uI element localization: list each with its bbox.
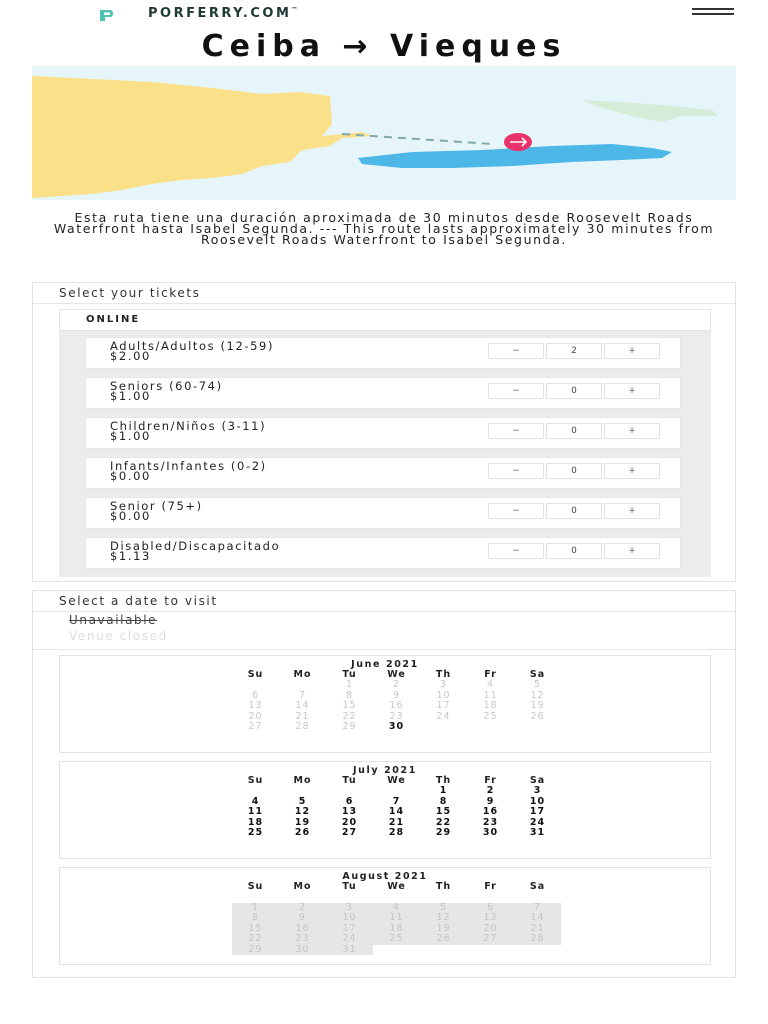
calendar-day[interactable]: 18 [247, 816, 264, 828]
calendar-month [59, 867, 711, 965]
calendar-day: 21 [295, 710, 310, 722]
calendar-day: 22 [232, 934, 279, 945]
quantity-stepper [488, 503, 660, 519]
quantity-input[interactable] [546, 463, 602, 479]
weekday-header: Fr [484, 881, 497, 892]
increment-button[interactable]: + [604, 343, 660, 359]
calendar-day[interactable]: 3 [533, 785, 542, 796]
weekday-header: Sa [529, 881, 546, 892]
brand-logo[interactable] [98, 6, 297, 21]
ticket-price: $0.00 [110, 469, 151, 483]
weekday-header: We [387, 881, 406, 892]
unavailable-legend: Unavailable [69, 613, 158, 627]
calendar-day: 20 [248, 710, 263, 722]
calendar-day[interactable]: 20 [341, 816, 358, 828]
calendar-day[interactable]: 14 [388, 806, 405, 817]
calendar-day: 25 [483, 710, 498, 722]
weekday-header: Mo [293, 775, 312, 786]
calendar-day[interactable]: 17 [529, 806, 546, 817]
online-tickets-box [59, 309, 711, 577]
increment-button[interactable]: + [604, 503, 660, 519]
calendar-day: 5 [420, 903, 467, 914]
decrement-button[interactable]: − [488, 383, 544, 399]
calendar-day: 13 [248, 700, 263, 711]
date-panel [32, 590, 736, 978]
calendar-grid [232, 881, 561, 955]
calendar-day: 26 [420, 934, 467, 945]
hamburger-menu-icon[interactable] [692, 8, 734, 18]
calendar-grid [232, 669, 561, 733]
destination-marker-icon [504, 133, 532, 151]
calendar-day: 29 [342, 721, 357, 732]
calendar-day[interactable]: 22 [435, 816, 452, 828]
ticket-name: Infants/Infantes (0-2) [110, 459, 267, 473]
weekday-header: Th [435, 881, 452, 892]
site-header [0, 0, 768, 30]
ticket-name: Children/Niños (3-11) [110, 419, 267, 433]
ticket-row [85, 377, 681, 409]
calendar-day[interactable]: 5 [298, 795, 307, 807]
brand-name: PORFERRY.COM™ [148, 6, 298, 21]
calendar-day: 27 [467, 934, 514, 945]
calendar-day: 19 [420, 924, 467, 935]
quantity-stepper [488, 423, 660, 439]
weekday-header: Mo [293, 669, 312, 680]
calendar-empty-cell [373, 945, 420, 956]
calendar-empty-cell [420, 722, 467, 733]
weekday-header: Th [435, 669, 452, 680]
calendar-day[interactable]: 8 [439, 795, 448, 807]
decrement-button[interactable]: − [488, 503, 544, 519]
weekday-header: Su [247, 881, 264, 892]
calendar-day: 24 [326, 934, 373, 945]
ticket-price: $0.00 [110, 509, 151, 523]
quantity-input[interactable] [546, 423, 602, 439]
weekday-header: Fr [484, 775, 497, 786]
calendar-day: 18 [373, 924, 420, 935]
ticket-row [85, 457, 681, 489]
calendar-day: 5 [533, 679, 542, 690]
calendar-day: 1 [345, 679, 354, 690]
calendar-day[interactable]: 21 [388, 816, 405, 828]
ticket-price: $1.13 [110, 549, 151, 563]
calendar-month [59, 761, 711, 859]
calendar-month-title: August 2021 [342, 871, 428, 882]
weekday-header: Mo [293, 881, 312, 892]
calendar-day: 24 [436, 710, 451, 722]
route-description: Esta ruta tiene una duración aproximada de 30 minutos desde Roosevelt Roads Waterfront hasta Isabel Segunda. --- This route lasts approximately 30 minutes from Roosevelt Roads Waterfront to Isabel Segunda. [53, 210, 715, 247]
calendar-day: 28 [295, 721, 310, 732]
quantity-input[interactable] [546, 543, 602, 559]
ticket-name: Adults/Adultos (12-59) [110, 339, 275, 353]
calendar-day[interactable]: 25 [247, 827, 264, 838]
quantity-input[interactable] [546, 383, 602, 399]
calendar-day[interactable]: 11 [247, 806, 264, 817]
calendar-day[interactable]: 24 [529, 816, 546, 828]
calendar-day: 2 [392, 679, 401, 690]
calendar-month-title: July 2021 [353, 765, 417, 776]
calendar-day: 12 [420, 913, 467, 924]
calendar-day[interactable]: 23 [482, 816, 499, 828]
decrement-button[interactable]: − [488, 543, 544, 559]
calendar-day: 17 [326, 924, 373, 935]
weekday-header: Su [247, 775, 264, 786]
weekday-header: We [387, 775, 406, 786]
calendar-day: 16 [279, 924, 326, 935]
calendar-day: 9 [279, 913, 326, 924]
calendar-day: 31 [326, 945, 373, 956]
weekday-header: Tu [342, 775, 357, 786]
ticket-price: $2.00 [110, 349, 151, 363]
calendar-empty-cell [373, 786, 420, 797]
calendar-day: 15 [232, 924, 279, 935]
calendar-month-title: June 2021 [351, 659, 419, 670]
weekday-header: Fr [484, 669, 497, 680]
calendar-day: 9 [392, 689, 401, 701]
calendar-day: 20 [467, 924, 514, 935]
calendar-day: 15 [342, 700, 357, 711]
calendar-day: 18 [483, 700, 498, 711]
quantity-stepper [488, 463, 660, 479]
calendar-day: 25 [373, 934, 420, 945]
page-title: Ceiba → Vieques [201, 29, 567, 64]
quantity-stepper [488, 383, 660, 399]
calendar-day: 1 [232, 903, 279, 914]
calendar-day: 8 [345, 689, 354, 701]
calendar-day: 12 [530, 689, 545, 701]
calendar-day: 6 [467, 903, 514, 914]
calendar-day: 26 [530, 710, 545, 722]
ticket-row [85, 497, 681, 529]
calendar-day[interactable]: 7 [392, 795, 401, 807]
calendar-day: 29 [232, 945, 279, 956]
calendar-day[interactable]: 9 [486, 795, 495, 807]
increment-button[interactable]: + [604, 463, 660, 479]
calendar-empty-cell [467, 722, 514, 733]
calendar-day[interactable]: 30 [482, 827, 499, 838]
calendar-day: 23 [279, 934, 326, 945]
ticket-row [85, 537, 681, 569]
calendar-day: 21 [514, 924, 561, 935]
ticket-price: $1.00 [110, 389, 151, 403]
date-heading: Select a date to visit [33, 591, 735, 612]
weekday-header: Sa [529, 775, 546, 786]
ticket-row [85, 337, 681, 369]
calendar-day[interactable]: 4 [251, 795, 260, 807]
calendar-day: 17 [436, 700, 451, 711]
calendar-day[interactable]: 26 [294, 827, 311, 838]
calendar-day[interactable]: 1 [439, 785, 448, 796]
calendar-empty-cell [420, 945, 467, 956]
ticket-name: Seniors (60-74) [110, 379, 223, 393]
calendar-day[interactable]: 30 [388, 721, 405, 732]
calendar-day[interactable]: 6 [345, 795, 354, 807]
calendar-day[interactable]: 27 [341, 827, 358, 838]
route-map [32, 66, 736, 200]
calendar-day[interactable]: 29 [435, 827, 452, 838]
ticket-name: Disabled/Discapacitado [110, 539, 281, 553]
quantity-stepper [488, 543, 660, 559]
calendar-day: 8 [232, 913, 279, 924]
trademark-symbol: ™ [291, 6, 298, 14]
calendar-day: 6 [251, 689, 260, 701]
calendar-empty-cell [279, 680, 326, 691]
quantity-input[interactable] [546, 503, 602, 519]
calendar-day: 11 [483, 689, 498, 701]
quantity-input[interactable] [546, 343, 602, 359]
increment-button[interactable]: + [604, 543, 660, 559]
calendar-day: 23 [389, 710, 404, 722]
calendar-day: 30 [279, 945, 326, 956]
decrement-button[interactable]: − [488, 343, 544, 359]
divider [33, 649, 735, 650]
calendar-empty-cell [514, 945, 561, 956]
increment-button[interactable]: + [604, 383, 660, 399]
ticket-name: Senior (75+) [110, 499, 203, 513]
quantity-stepper [488, 343, 660, 359]
calendar-empty-cell [279, 786, 326, 797]
calendar-day[interactable]: 16 [482, 806, 499, 817]
calendar-month [59, 655, 711, 753]
calendar-empty-cell [326, 786, 373, 797]
increment-button[interactable]: + [604, 423, 660, 439]
tickets-heading: Select your tickets [33, 283, 735, 304]
calendar-day[interactable]: 13 [341, 806, 358, 817]
ticket-row [85, 417, 681, 449]
calendar-day: 13 [467, 913, 514, 924]
tickets-panel [32, 282, 736, 582]
calendar-day: 27 [248, 721, 263, 732]
weekday-header: Th [435, 775, 452, 786]
calendar-day[interactable]: 15 [435, 806, 452, 817]
ticket-price: $1.00 [110, 429, 151, 443]
calendar-day: 3 [326, 903, 373, 914]
porferry-logo-icon [98, 7, 130, 21]
calendar-day: 3 [439, 679, 448, 690]
calendar-day: 19 [530, 700, 545, 711]
calendar-day[interactable]: 19 [294, 816, 311, 828]
calendar-day: 10 [326, 913, 373, 924]
calendar-day: 2 [279, 903, 326, 914]
weekday-header: Tu [342, 669, 357, 680]
venue-closed-legend: Venue closed [69, 629, 168, 643]
calendar-day: 14 [295, 700, 310, 711]
calendar-empty-cell [467, 945, 514, 956]
calendar-day[interactable]: 12 [294, 806, 311, 817]
calendar-empty-cell [232, 786, 279, 797]
tab-online[interactable]: ONLINE [59, 309, 711, 331]
calendar-day[interactable]: 10 [529, 795, 546, 807]
calendar-day: 4 [486, 679, 495, 690]
calendar-day: 11 [373, 913, 420, 924]
calendar-empty-cell [514, 722, 561, 733]
weekday-header: Sa [529, 669, 546, 680]
weekday-header: Su [247, 669, 264, 680]
calendar-day[interactable]: 31 [529, 827, 546, 838]
decrement-button[interactable]: − [488, 423, 544, 439]
calendar-day: 28 [514, 934, 561, 945]
weekday-header: Tu [342, 881, 357, 892]
weekday-header: We [387, 669, 406, 680]
decrement-button[interactable]: − [488, 463, 544, 479]
calendar-day: 14 [514, 913, 561, 924]
calendar-day[interactable]: 28 [388, 827, 405, 838]
calendar-day: 4 [373, 903, 420, 914]
calendar-day: 7 [514, 903, 561, 914]
calendar-day: 10 [436, 689, 451, 701]
calendar-day: 22 [342, 710, 357, 722]
calendar-day: 7 [298, 689, 307, 701]
calendar-day[interactable]: 2 [486, 785, 495, 796]
calendar-empty-cell [232, 680, 279, 691]
calendar-day: 16 [389, 700, 404, 711]
calendar-grid [232, 775, 561, 839]
